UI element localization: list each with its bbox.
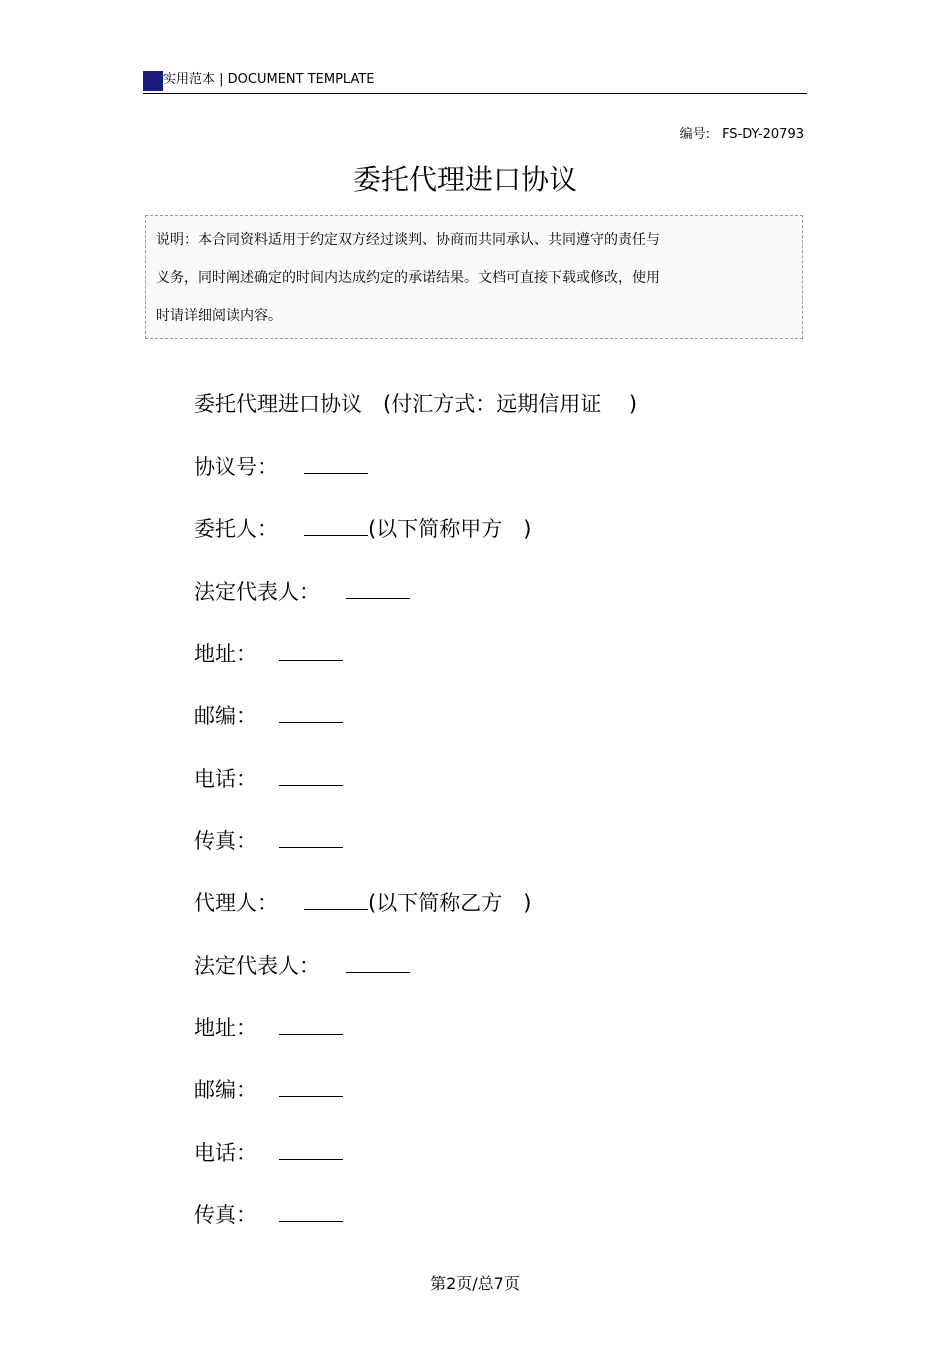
- agent-line: [194, 888, 531, 918]
- postcode-label: 邮编：: [194, 704, 257, 728]
- legal-rep-label: 法定代表人：: [194, 580, 320, 604]
- fax-label: 传真：: [194, 829, 257, 853]
- note-line: 说明：本合同资料适用于约定双方经过谈判、协商而共同承认、共同遵守的责任与: [156, 232, 660, 248]
- principal-suffix: (以下简称甲方 ): [368, 517, 532, 541]
- address-label: 地址：: [194, 1016, 257, 1040]
- legal-rep-blank: [346, 578, 410, 599]
- agreement-heading: 委托代理进口协议 (付汇方式：远期信用证 ): [194, 392, 638, 416]
- document-header: [143, 69, 807, 94]
- address-line: [194, 1013, 343, 1043]
- phone-blank: [279, 765, 343, 786]
- agreement-number-line: [194, 452, 368, 482]
- phone-line: [194, 764, 343, 794]
- phone-label: 电话：: [194, 767, 257, 791]
- agent-suffix: (以下简称乙方 ): [368, 891, 532, 915]
- agent-blank: [304, 889, 368, 910]
- postcode-line: [194, 701, 343, 731]
- principal-line: [194, 514, 531, 544]
- phone-label: 电话：: [194, 1141, 257, 1165]
- fax-label: 传真：: [194, 1203, 257, 1227]
- legal-rep-label: 法定代表人：: [194, 954, 320, 978]
- header-text: 实用范本 | DOCUMENT TEMPLATE: [163, 72, 375, 87]
- postcode-line: [194, 1075, 343, 1105]
- postcode-blank: [279, 1076, 343, 1097]
- fax-line: [194, 1200, 343, 1230]
- legal-rep-blank: [346, 952, 410, 973]
- document-number-label: 编号:: [679, 127, 711, 142]
- address-line: [194, 639, 343, 669]
- fax-blank: [279, 827, 343, 848]
- address-blank: [279, 640, 343, 661]
- fax-blank: [279, 1201, 343, 1222]
- note-line: 时请详细阅读内容。: [156, 308, 282, 324]
- phone-blank: [279, 1139, 343, 1160]
- legal-rep-line: [194, 577, 410, 607]
- fax-line: [194, 826, 343, 856]
- address-blank: [279, 1014, 343, 1035]
- phone-line: [194, 1138, 343, 1168]
- legal-rep-line: [194, 951, 410, 981]
- brand-logo-icon: [143, 71, 163, 91]
- note-box: [145, 215, 803, 339]
- note-line: 义务，同时阐述确定的时间内达成约定的承诺结果。文档可直接下载或修改，使用: [156, 270, 660, 286]
- agreement-number-label: 协议号：: [194, 455, 278, 479]
- postcode-label: 邮编：: [194, 1078, 257, 1102]
- agent-label: 代理人：: [194, 891, 278, 915]
- principal-label: 委托人：: [194, 517, 278, 541]
- document-number: [680, 127, 804, 143]
- page-number: 第2页/总7页: [430, 1274, 520, 1293]
- address-label: 地址：: [194, 642, 257, 666]
- page-title: 委托代理进口协议: [352, 163, 577, 196]
- document-number-value: FS-DY-20793: [722, 127, 804, 142]
- principal-blank: [304, 515, 368, 536]
- agreement-number-blank: [304, 453, 368, 474]
- postcode-blank: [279, 702, 343, 723]
